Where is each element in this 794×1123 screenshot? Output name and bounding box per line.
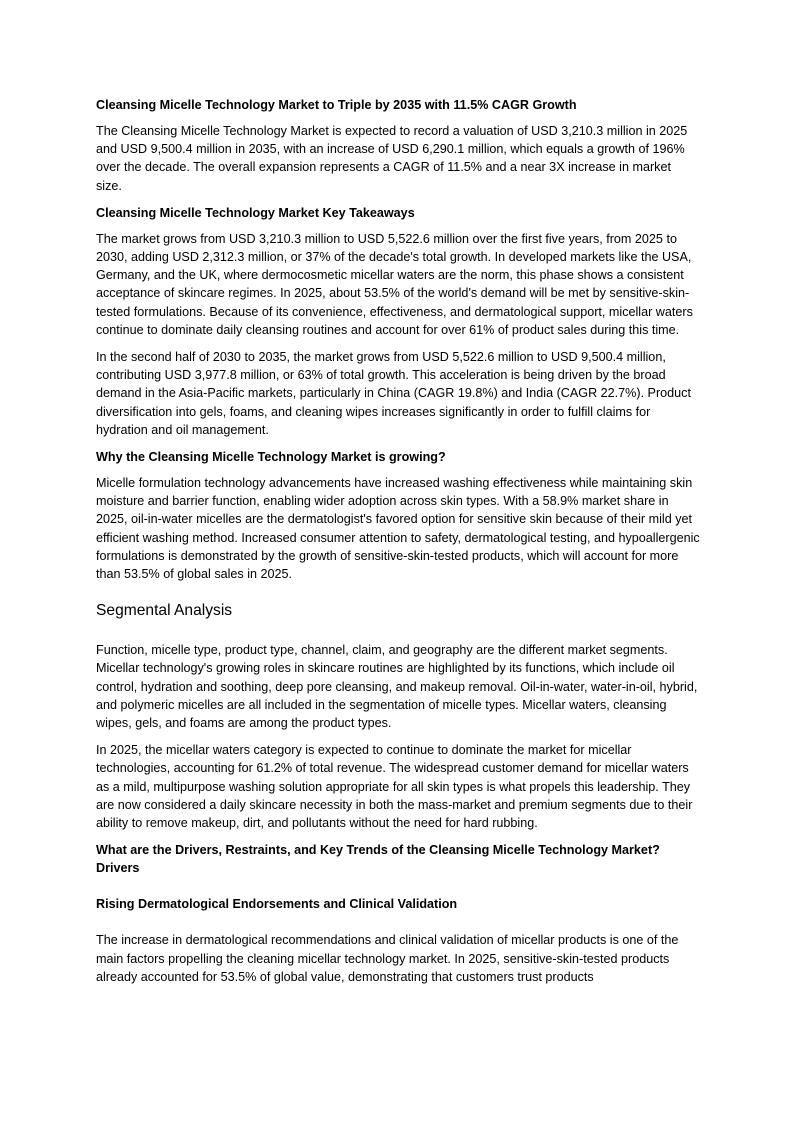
intro-paragraph: The Cleansing Micelle Technology Market is expected to record a valuation of USD 3,210.3 million in 2025 and USD 9,500.4 million in 2035, with an increase of USD 6,290.1 million, which equals a growth of 196% over the decade. The overall expansion represents a CAGR of 11.5% and a near 3X increase in market size.: [96, 124, 688, 193]
segmental-paragraph-1: Function, micelle type, product type, channel, claim, and geography are the different market segments. Micellar technology's growing roles in skincare routines are highlighted by its functions, which include oil control, hydration and soothing, deep pore cleansing, and makeup removal. Oil-in-water, water-in-oil, hybrid, and polymeric micelles are all included in the segmentation of micelle types. Micellar waters, cleansing wipes, gels, and foams are among the product types.: [96, 643, 698, 731]
title-heading: Cleansing Micelle Technology Market to Triple by 2035 with 11.5% CAGR Growth: [96, 98, 577, 112]
takeaways-paragraph-1: The market grows from USD 3,210.3 million to USD 5,522.6 million over the first five years, from 2025 to 2030, adding USD 2,312.3 million, or 37% of the decade's total growth. In developed markets like the USA, Germany, and the UK, where dermocosmetic micellar waters are the norm, this phase shows a consistent acceptance of skincare regimes. In 2025, about 53.5% of the world's demand will be met by sensitive-skin-tested formulations. Because of its convenience, effectiveness, and dermatological support, micellar waters continue to dominate daily cleansing routines and account for over 61% of product sales during this time.: [96, 231, 693, 337]
why-growing-heading: Why the Cleansing Micelle Technology Market is growing?: [96, 450, 446, 465]
drivers-heading-line1: What are the Drivers, Restraints, and Key Trends of the Cleansing Micelle Technology Market?: [96, 843, 660, 858]
document-page: [96, 96, 700, 995]
why-growing-paragraph: Micelle formulation technology advancements have increased washing effectiveness while maintaining skin moisture and barrier function, enabling wider adoption across skin types. With a 58.9% market share in 2025, oil-in-water micelles are the dermatologist's favored option for sensitive skin because of their mild yet efficient washing method. Increased consumer attention to safety, dermatological testing, and hypoallergenic formulations is demonstrated by the growth of sensitive-skin-tested products, which will account for more than 53.5% of global sales in 2025.: [96, 476, 700, 582]
drivers-heading: [96, 841, 700, 877]
endorsements-paragraph: The increase in dermatological recommendations and clinical validation of micellar products is one of the main factors propelling the cleaning micellar technology market. In 2025, sensitive-skin-tested products already accounted for 53.5% of global value, demonstrating that customers trust products: [96, 933, 679, 984]
drivers-heading-line2: Drivers: [96, 861, 140, 876]
key-takeaways-heading: Cleansing Micelle Technology Market Key Takeaways: [96, 205, 415, 220]
endorsements-heading: Rising Dermatological Endorsements and Clinical Validation: [96, 897, 458, 912]
segmental-analysis-heading: Segmental Analysis: [96, 602, 233, 620]
takeaways-paragraph-2: In the second half of 2030 to 2035, the market grows from USD 5,522.6 million to USD 9,500.4 million, contributing USD 3,977.8 million, or 63% of total growth. This acceleration is being driven by the broad demand in the Asia-Pacific markets, particularly in China (CAGR 19.8%) and India (CAGR 22.7%). Product diversification into gels, foams, and cleaning wipes increases significantly in order to fulfill claims for hydration and oil management.: [96, 350, 691, 437]
segmental-paragraph-2: In 2025, the micellar waters category is expected to continue to dominate the market for micellar technologies, accounting for 61.2% of total revenue. The widespread customer demand for micellar waters as a mild, multipurpose washing solution appropriate for all skin types is what propels this leadership. They are now considered a daily skincare necessity in both the mass-market and premium segments due to their ability to remove makeup, dirt, and pollutants without the need for hard rubbing.: [96, 743, 693, 831]
